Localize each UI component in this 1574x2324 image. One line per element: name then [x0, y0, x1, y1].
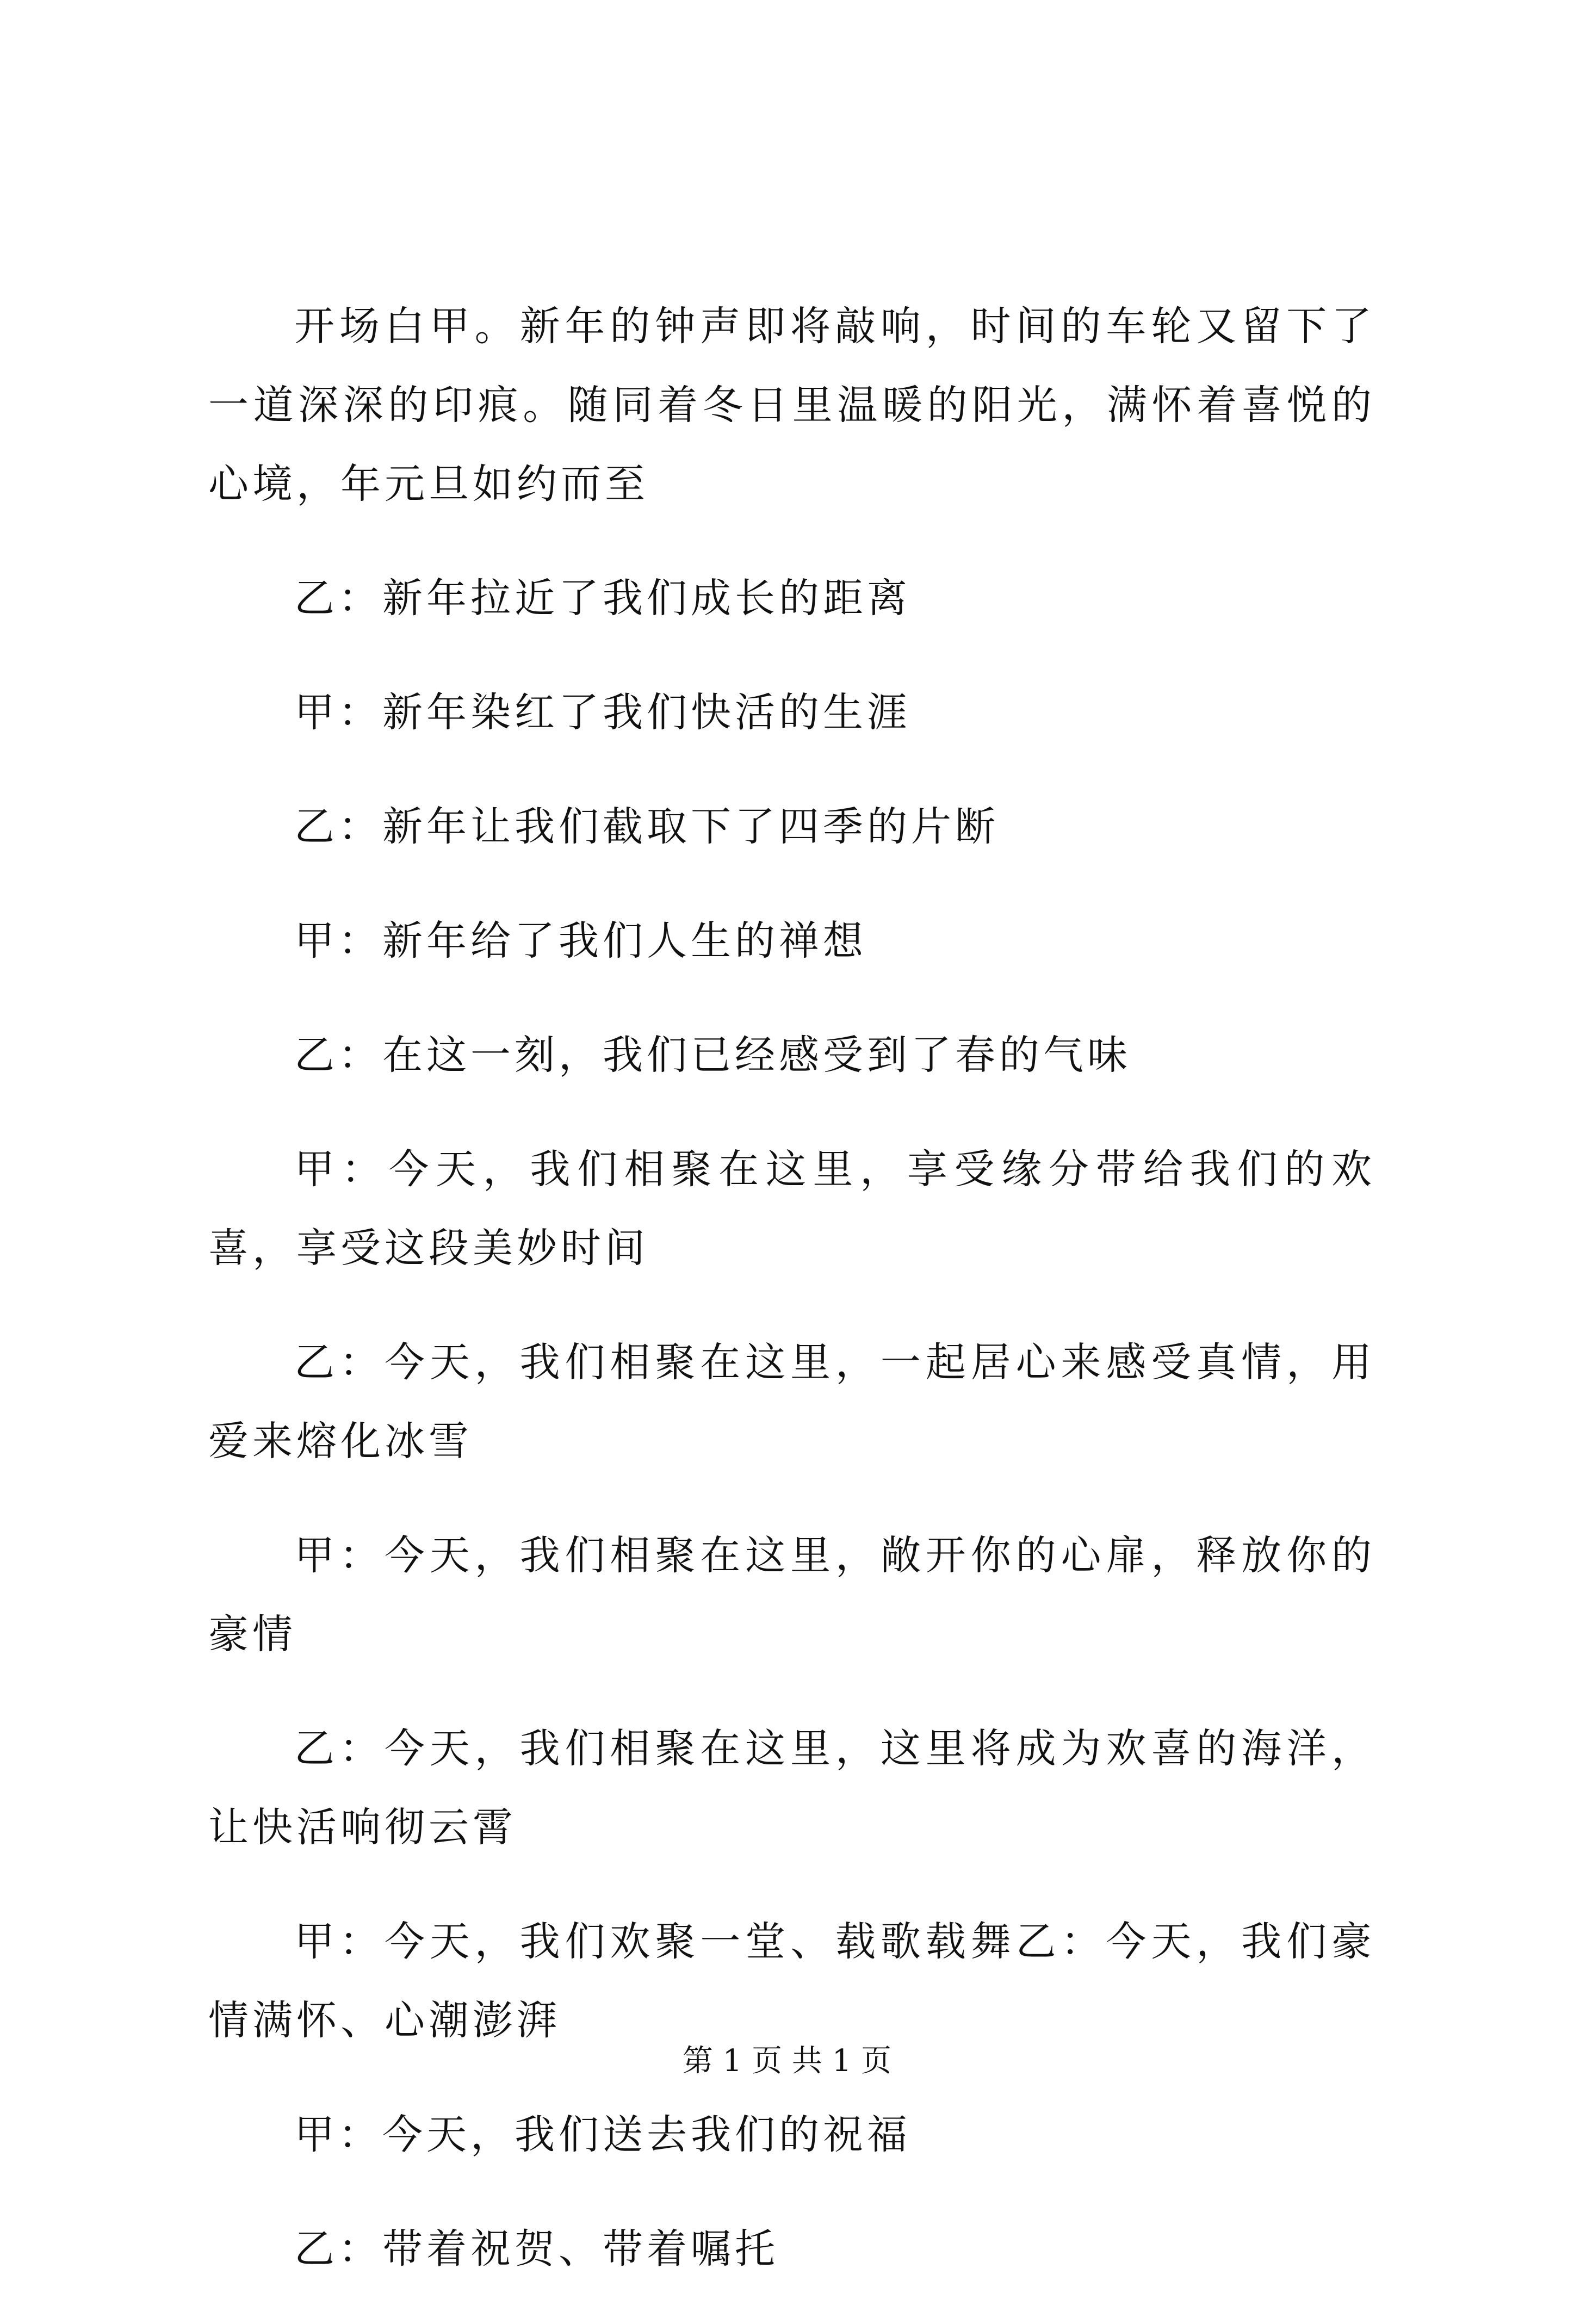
paragraph-line: 乙：今天，我们相聚在这里，一起居心来感受真情，用爱来熔化冰雪: [208, 1339, 1375, 1465]
paragraph-line: 乙：在这一刻，我们已经感受到了春的气味: [294, 1032, 1131, 1079]
paragraph-line: 乙：带着祝贺、带着嘱托: [294, 2226, 779, 2272]
paragraph-line: 甲：今天，我们相聚在这里，享受缘分带给我们的欢喜，享受这段美妙时间: [208, 1146, 1375, 1272]
paragraph-line: 乙：新年拉近了我们成长的距离: [294, 575, 911, 622]
page-number-footer: 第 1 页 共 1 页: [682, 2043, 892, 2079]
paragraph-opening: 开场白甲。新年的钟声即将敲响，时间的车轮又留下了一道深深的印痕。随同着冬日里温暖的阳光，满怀着喜悦的心境，年元旦如约而至: [208, 303, 1375, 507]
paragraph-line: 乙：新年让我们截取下了四季的片断: [294, 803, 999, 850]
paragraph-line: 乙：今天，我们相聚在这里，这里将成为欢喜的海洋，让快活响彻云霄: [208, 1725, 1375, 1851]
paragraph-line: 甲：新年给了我们人生的禅想: [294, 918, 867, 964]
paragraph-line: 甲：新年染红了我们快活的生涯: [294, 689, 911, 736]
document-body: [208, 287, 1375, 2324]
paragraph-line: 甲：今天，我们相聚在这里，敞开你的心扉，释放你的豪情: [208, 1532, 1375, 1658]
paragraph-line: 甲：今天，我们欢聚一堂、载歌载舞乙：今天，我们豪情满怀、心潮澎湃: [208, 1918, 1375, 2044]
paragraph-line: 甲：今天，我们送去我们的祝福: [294, 2111, 911, 2158]
